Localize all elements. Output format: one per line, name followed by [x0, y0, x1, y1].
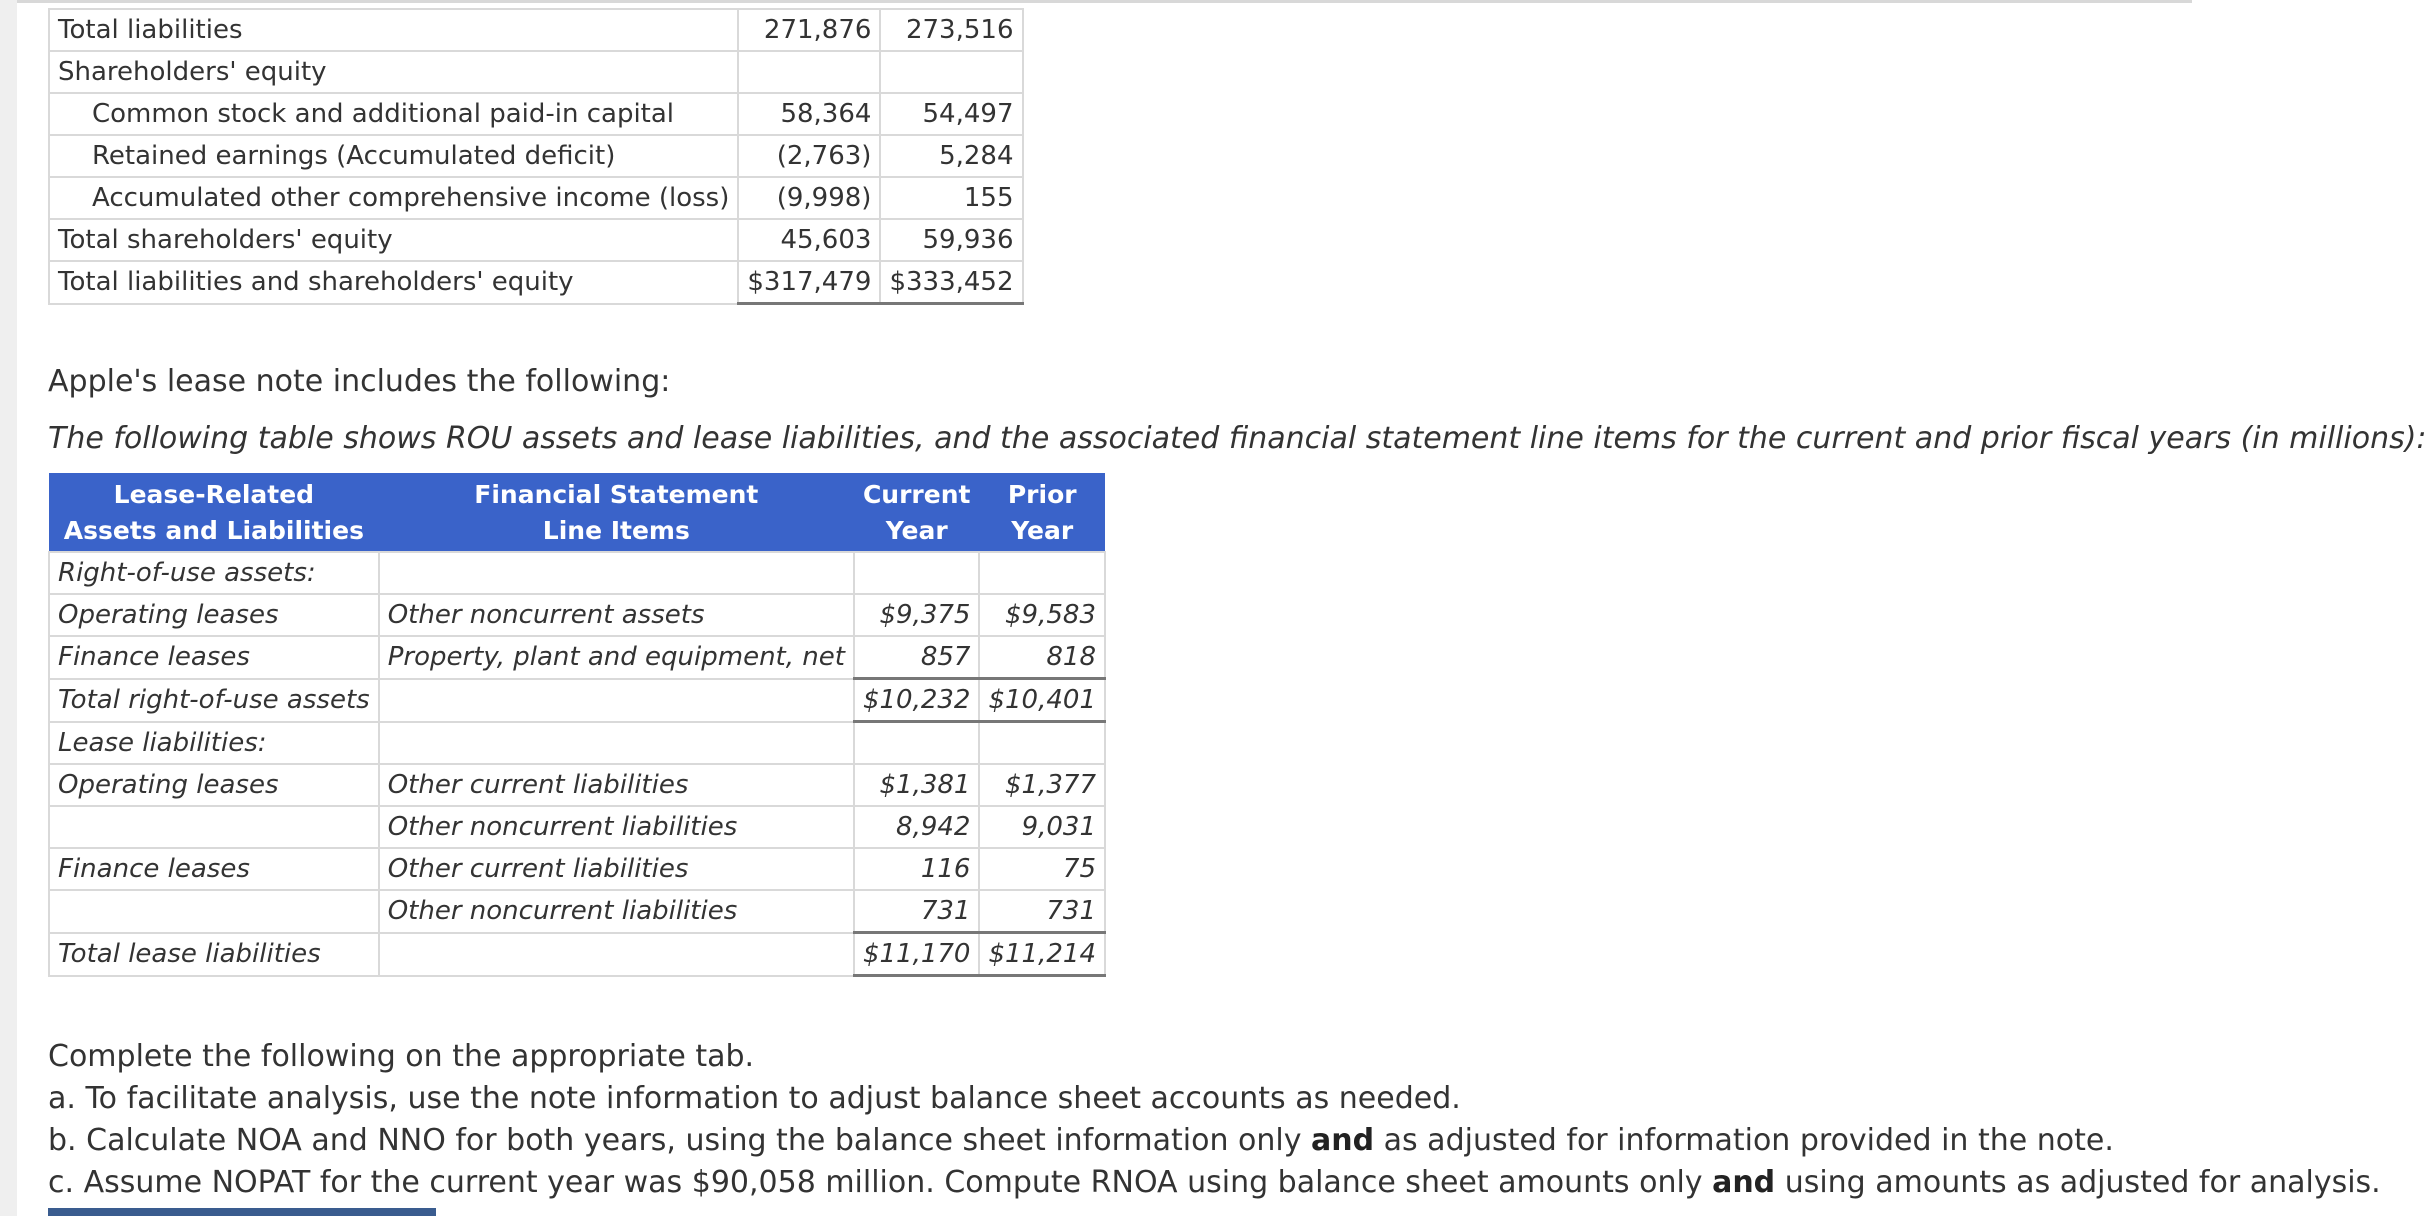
instruction-text: b. Calculate NOA and NNO for both years, using the balance sheet information only	[48, 1123, 1312, 1158]
lease-table	[48, 473, 1106, 977]
instruction-emphasis: and	[1311, 1123, 1375, 1158]
row-label: Total liabilities	[49, 9, 738, 51]
table-row	[49, 51, 1023, 93]
table-row	[49, 135, 1023, 177]
header-text: Prior	[1007, 480, 1077, 509]
table-row	[49, 93, 1023, 135]
instructions	[48, 1036, 2381, 1204]
header-lease-related	[49, 473, 379, 552]
current-value: $10,232	[854, 679, 980, 722]
row-label: Shareholders' equity	[49, 51, 738, 93]
line-item: Property, plant and equipment, net	[379, 636, 854, 679]
table-row	[49, 848, 1105, 890]
row-label: Total liabilities and shareholders' equity	[49, 261, 738, 304]
line-item: Other noncurrent liabilities	[379, 806, 854, 848]
header-text: Lease-Related	[113, 480, 315, 509]
row-label: Common stock and additional paid-in capital	[49, 93, 738, 135]
prior-value	[979, 722, 1105, 765]
instruction-emphasis: and	[1712, 1165, 1776, 1200]
current-value: 857	[854, 636, 980, 679]
current-value: 271,876	[738, 9, 880, 51]
prior-value: 818	[979, 636, 1105, 679]
header-text: Assets and Liabilities	[63, 516, 364, 545]
instruction-c	[48, 1162, 2381, 1204]
instruction-text: using amounts as adjusted for analysis.	[1775, 1165, 2381, 1200]
lease-category	[49, 890, 379, 933]
current-value: $317,479	[738, 261, 880, 304]
current-value: $11,170	[854, 933, 980, 976]
instruction-text: c. Assume NOPAT for the current year was $90,058 million. Compute RNOA using balance sheet amounts only	[48, 1165, 1713, 1200]
instruction-text: as adjusted for information provided in the note.	[1374, 1123, 2114, 1158]
current-value: 58,364	[738, 93, 880, 135]
lease-note-intro: Apple's lease note includes the following:	[48, 364, 671, 399]
lease-category: Total lease liabilities	[49, 933, 379, 976]
prior-value: $333,452	[880, 261, 1022, 304]
prior-value: $9,583	[979, 594, 1105, 636]
current-value: (2,763)	[738, 135, 880, 177]
current-value	[854, 552, 980, 594]
lease-table-caption: The following table shows ROU assets and lease liabilities, and the associated financial statement line items for the current and prior fiscal years (in millions):	[48, 421, 2427, 456]
table-row	[49, 552, 1105, 594]
line-item	[379, 679, 854, 722]
lease-category: Right-of-use assets:	[49, 552, 379, 594]
prior-value: 273,516	[880, 9, 1022, 51]
table-row	[49, 219, 1023, 261]
header-prior-year	[979, 473, 1105, 552]
header-text: Current	[862, 480, 971, 509]
prior-value: 731	[979, 890, 1105, 933]
header-text: Year	[885, 516, 948, 545]
lease-category: Finance leases	[49, 636, 379, 679]
prior-value: 155	[880, 177, 1022, 219]
table-row	[49, 177, 1023, 219]
header-row	[49, 473, 1105, 552]
prior-value: $10,401	[979, 679, 1105, 722]
table-row	[49, 890, 1105, 933]
row-label: Retained earnings (Accumulated deficit)	[49, 135, 738, 177]
header-text: Financial Statement	[474, 480, 759, 509]
table-row	[49, 806, 1105, 848]
prior-value: $11,214	[979, 933, 1105, 976]
current-value	[854, 722, 980, 765]
prior-value	[979, 552, 1105, 594]
lease-category: Finance leases	[49, 848, 379, 890]
table-row	[49, 636, 1105, 679]
current-value: 45,603	[738, 219, 880, 261]
line-item: Other current liabilities	[379, 764, 854, 806]
header-current-year	[854, 473, 980, 552]
prior-value: 54,497	[880, 93, 1022, 135]
current-value: $1,381	[854, 764, 980, 806]
row-label: Accumulated other comprehensive income (loss)	[49, 177, 738, 219]
current-value: 116	[854, 848, 980, 890]
table-row	[49, 764, 1105, 806]
header-text: Line Items	[542, 516, 690, 545]
top-divider	[17, 0, 2192, 3]
header-line-items	[379, 473, 854, 552]
line-item: Other noncurrent liabilities	[379, 890, 854, 933]
prior-value: $1,377	[979, 764, 1105, 806]
header-text: Year	[1011, 516, 1074, 545]
current-value: 731	[854, 890, 980, 933]
table-row-total	[49, 261, 1023, 304]
prior-value	[880, 51, 1022, 93]
lease-category: Total right-of-use assets	[49, 679, 379, 722]
lease-category	[49, 806, 379, 848]
current-value	[738, 51, 880, 93]
current-value: (9,998)	[738, 177, 880, 219]
table-row	[49, 594, 1105, 636]
lease-category: Operating leases	[49, 764, 379, 806]
content-area	[48, 8, 2427, 1200]
table-row	[49, 9, 1023, 51]
instruction-intro: Complete the following on the appropriate tab.	[48, 1039, 755, 1074]
table-row-total	[49, 679, 1105, 722]
tab-strip-edge[interactable]	[48, 1208, 436, 1216]
lease-category: Lease liabilities:	[49, 722, 379, 765]
table-row-total	[49, 933, 1105, 976]
current-value: 8,942	[854, 806, 980, 848]
row-label: Total shareholders' equity	[49, 219, 738, 261]
line-item	[379, 552, 854, 594]
line-item	[379, 933, 854, 976]
left-margin-rule	[0, 0, 17, 1216]
lease-table-wrapper	[48, 473, 1106, 977]
current-value: $9,375	[854, 594, 980, 636]
prior-value: 5,284	[880, 135, 1022, 177]
prior-value: 9,031	[979, 806, 1105, 848]
line-item: Other noncurrent assets	[379, 594, 854, 636]
prior-value: 59,936	[880, 219, 1022, 261]
table-row	[49, 722, 1105, 765]
prior-value: 75	[979, 848, 1105, 890]
instruction-b	[48, 1120, 2381, 1162]
balance-sheet-table	[48, 8, 1024, 305]
instruction-a: a. To facilitate analysis, use the note information to adjust balance sheet accounts as needed.	[48, 1081, 1461, 1116]
lease-category: Operating leases	[49, 594, 379, 636]
line-item	[379, 722, 854, 765]
line-item: Other current liabilities	[379, 848, 854, 890]
